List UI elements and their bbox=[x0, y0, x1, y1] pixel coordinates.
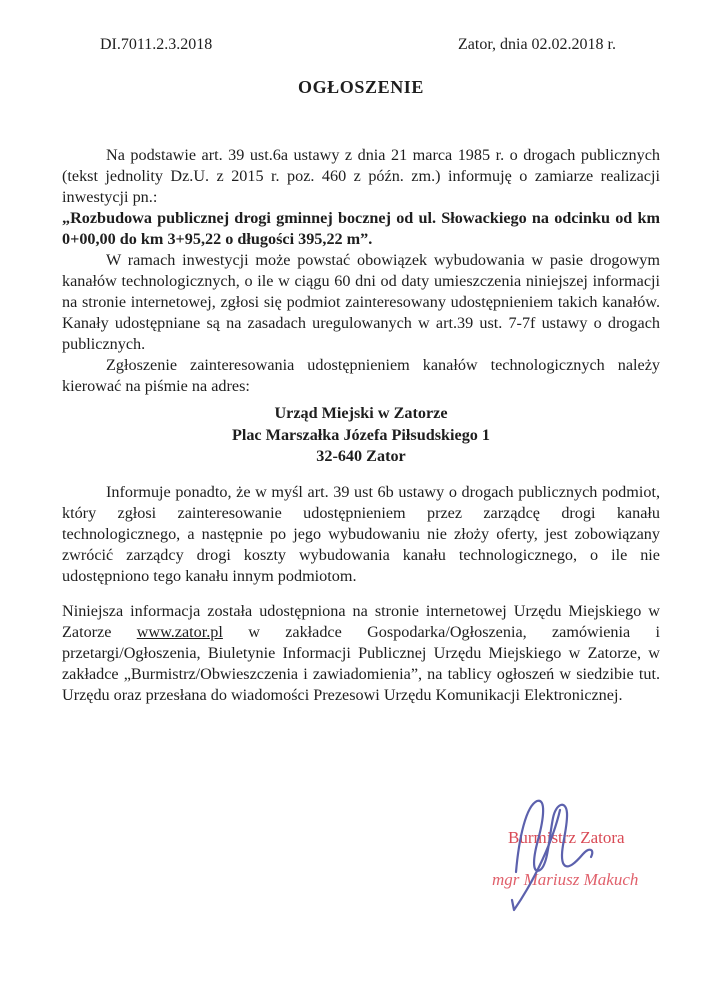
website-link[interactable]: www.zator.pl bbox=[136, 622, 223, 641]
address-city: 32-640 Zator bbox=[316, 447, 406, 465]
address-block bbox=[62, 403, 660, 468]
publication-text-before-link: Niniejsza informacja została udostępniona na stronie internetowej Urzędu Miejskiego w Zatorze bbox=[62, 601, 660, 641]
reference-number: DI.7011.2.3.2018 bbox=[100, 36, 213, 53]
handwritten-signature-ink bbox=[442, 790, 702, 930]
signature-loops-path bbox=[516, 801, 592, 872]
signature-area bbox=[442, 790, 702, 930]
paragraph-submission-info: Zgłoszenie zainteresowania udostępnieniem kanałów technologicznych należy kierować na piśmie na adres: bbox=[62, 356, 660, 395]
document-body bbox=[62, 145, 660, 706]
document-title: OGŁOSZENIE bbox=[297, 77, 425, 97]
publication-text-after-link: w zakładce Gospodarka/Ogłoszenia, zamówienia i przetargi/Ogłoszenia, Biuletynie Informacji Publicznej Urzędu Miejskiego w Zatorze, w zakładce „Burmistrz/Obwieszczenia i zawiadomienia”, na tablicy ogłoszeń w siedzibie tut. Urzędu oraz przesłana do wiadomości Prezesowi Urzędu Komunikacji Elektronicznej. bbox=[62, 622, 660, 704]
paragraph-investment-name: „Rozbudowa publicznej drogi gminnej bocznej od ul. Słowackiego na odcinku od km 0+00,00 do km 3+95,22 o długości 395,22 m”. bbox=[62, 209, 660, 248]
paragraph-legal-basis: Na podstawie art. 39 ust.6a ustawy z dnia 21 marca 1985 r. o drogach publicznych (tekst jednolity Dz.U. z 2015 r. poz. 460 z późn. zm.) informuję o zamiarze realizacji inwestycji pn.: bbox=[62, 146, 660, 206]
paragraph-cost-reimbursement: Informuje ponadto, że w myśl art. 39 ust 6b ustawy o drogach publicznych podmiot, który zgłosi zainteresowanie udostępnieniem przez zarządcę drogi kanału technologicznego, a następnie po jego wybudowaniu nie złoży oferty, jest zobowiązany zwrócić zarządcy drogi koszty wybudowania kanału technologicznego, o ile nie udostępniono tego kanału innym podmiotom. bbox=[62, 482, 660, 585]
document-content bbox=[62, 36, 660, 706]
address-street: Plac Marszałka Józefa Piłsudskiego 1 bbox=[231, 425, 491, 444]
stamp-title-text: Burmistrz Zatora bbox=[508, 828, 625, 847]
paragraph-publication-info bbox=[62, 601, 660, 706]
paragraph-channels-obligation: W ramach inwestycji może powstać obowiązek wybudowania w pasie drogowym kanałów technologicznych, o ile w ciągu 60 dni od daty umieszczenia niniejszej informacji na stronie internetowej, zgłosi się podmiot zainteresowany udostępnieniem takich kanałów. Kanały udostępniane są na zasadach uregulowanych w art.39 ust. 7-7f ustawy o drogach publicznych. bbox=[62, 251, 660, 353]
document-header bbox=[62, 36, 660, 54]
place-and-date: Zator, dnia 02.02.2018 r. bbox=[458, 36, 616, 53]
address-office-name: Urząd Miejski w Zatorze bbox=[274, 404, 448, 422]
stamp-name-text: mgr Mariusz Makuch bbox=[492, 870, 639, 889]
